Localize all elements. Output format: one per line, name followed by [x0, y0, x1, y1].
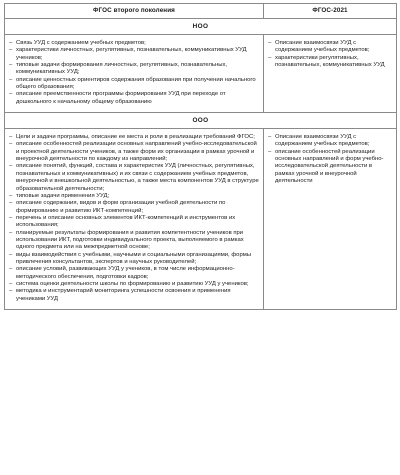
header-row — [5, 4, 397, 19]
section-row-ooo — [5, 113, 397, 129]
list-item: – Связь УУД с содержанием учебных предметов; — [8, 40, 260, 47]
noo-left-cell — [5, 35, 264, 113]
content-row-noo — [5, 35, 397, 113]
ooo-right-list — [267, 134, 393, 185]
list-item: – Описание взаимосвязи УУД с содержанием учебных предметов; — [267, 40, 393, 55]
section-title-ooo: ООО — [5, 113, 397, 129]
list-item: – методика и инструментарий мониторинга успешности освоения и применения учениками УУД — [8, 288, 260, 303]
list-item: – Описание взаимосвязи УУД с содержанием учебных предметов; — [267, 134, 393, 149]
list-item: – характеристики регулятивных, познавательных, коммуникативных УУД — [267, 55, 393, 70]
list-item: – характеристики личностных, регулятивных, познавательных, коммуникативных УУД учеников; — [8, 47, 260, 62]
list-item: – планируемые результаты формирования и развития компетентности учеников при использовании ИКТ, подготовки индивидуального проекта, выполняемого в рамках одного предмета или на межпредметной основе; — [8, 230, 260, 252]
section-row-noo — [5, 19, 397, 35]
list-item: – описание условий, развивающих УУД у учеников, в том числе информационно-методического обеспечения, подготовки кадров; — [8, 266, 260, 281]
section-title-noo: НОО — [5, 19, 397, 35]
list-item: – описание преемственности программы формирования УУД при переходе от дошкольного к начальному общему образованию — [8, 91, 260, 106]
list-item: – перечень и описание основных элементов ИКТ-компетенций и инструментов их использования; — [8, 215, 260, 230]
content-row-ooo — [5, 129, 397, 310]
ooo-right-cell — [264, 129, 397, 310]
list-item: – описание понятий, функций, состава и характеристик УУД (личностных, регулятивных, познавательных и коммуникативных) и их связи с содержанием учебных предметов, внеурочной и внешкольной деятельностью, а также места компонентов УУД в структуре образовательной деятельности; — [8, 163, 260, 192]
comparison-table — [4, 3, 397, 310]
list-item: – типовые задачи формирования личностных, регулятивных, познавательных, коммуникативных УУД; — [8, 62, 260, 77]
list-item: – система оценки деятельности школы по формированию и развитию УУД у учеников; — [8, 281, 260, 288]
ooo-left-list — [8, 134, 260, 303]
ooo-left-cell — [5, 129, 264, 310]
comparison-table-wrapper — [4, 3, 396, 310]
noo-right-list — [267, 40, 393, 69]
list-item: – типовые задачи применения УУД; — [8, 193, 260, 200]
header-fgos-2021: ФГОС-2021 — [264, 4, 397, 19]
list-item: – виды взаимодействия с учебными, научными и социальными организациями, формы привлечения консультантов, экспертов и научных руководителей; — [8, 252, 260, 267]
noo-right-cell — [264, 35, 397, 113]
noo-left-list — [8, 40, 260, 106]
list-item: – Цели и задачи программы, описание ее места и роли в реализации требований ФГОС; — [8, 134, 260, 141]
header-fgos-second-generation: ФГОС второго поколения — [5, 4, 264, 19]
list-item: – описание ценностных ориентиров содержания образования при получении начального общего образования; — [8, 77, 260, 92]
list-item: – описание особенностей реализации основных направлений и форм учебно-исследовательской деятельности в рамках урочной и внеурочной деятельности — [267, 149, 393, 186]
list-item: – описание особенностей реализации основных направлений учебно-исследовательской и проектной деятельности учеников, а также форм их организации в рамках урочной и внеурочной деятельности по каждому из направлений; — [8, 141, 260, 163]
list-item: – описание содержания, видов и форм организации учебной деятельности по формированию и развитию ИКТ-компетенций; — [8, 200, 260, 215]
